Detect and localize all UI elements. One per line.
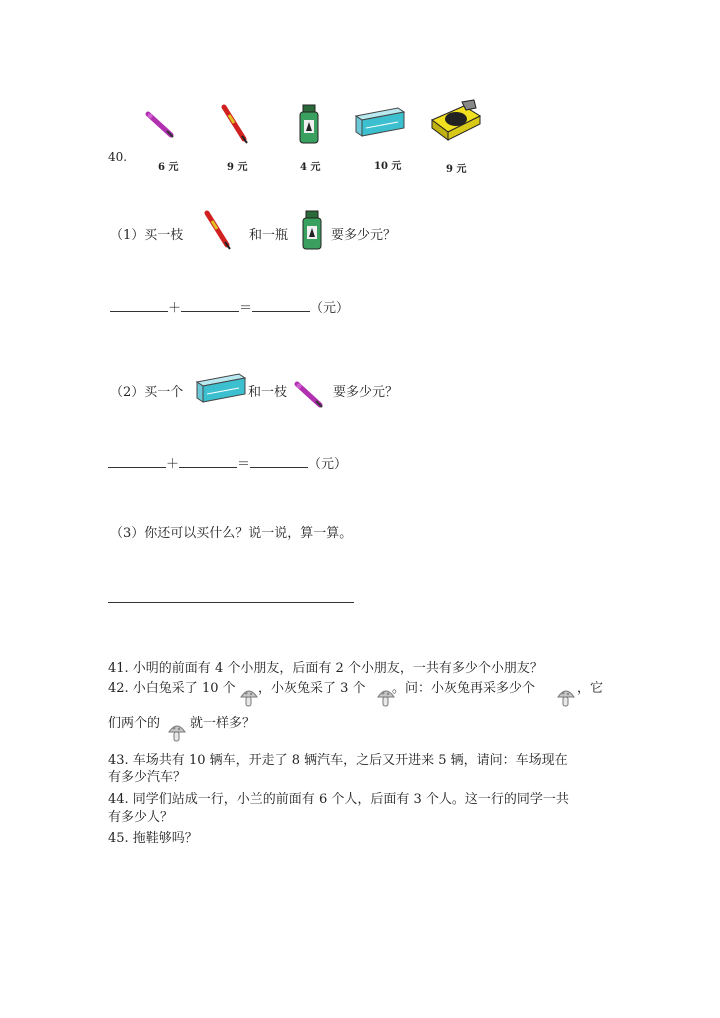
- mushroom-icon: [168, 723, 186, 743]
- plus-sign: ＋: [166, 457, 180, 472]
- question-42-part5: 们两个的: [108, 716, 161, 731]
- answer-blank[interactable]: [181, 299, 239, 312]
- question-43-line2: 有多少汽车？: [108, 770, 187, 785]
- answer-blank[interactable]: [250, 455, 308, 468]
- red-pen-icon: [203, 210, 233, 250]
- question-44-line2: 有多少人？: [108, 810, 174, 825]
- question-45: 45. 拖鞋够吗？: [108, 831, 198, 846]
- answer-blank[interactable]: [108, 455, 166, 468]
- sub1-prefix: （1）买一枝: [110, 228, 184, 243]
- question-43-line1: 43. 车场共有 10 辆车，开走了 8 辆汽车，之后又开进来 5 辆，请问：车场现在: [108, 753, 568, 768]
- question-44-line1: 44. 同学们站成一行，小兰的前面有 6 个人，后面有 3 个人。这一行的同学一共: [108, 792, 569, 807]
- sub1-middle: 和一瓶: [249, 228, 289, 243]
- price-glue-bottle: 4 元: [300, 162, 321, 173]
- purple-pen-icon: [145, 108, 175, 138]
- purple-pen-icon: [294, 378, 324, 408]
- mushroom-icon: [240, 688, 258, 708]
- question-41: 41. 小明的前面有 4 个小朋友，后面有 2 个小朋友，一共有多少个小朋友？: [108, 661, 543, 676]
- sharpener-icon: [428, 98, 482, 142]
- question-42-part1: 42. 小白兔采了 10 个: [108, 681, 236, 696]
- price-sharpener: 9 元: [446, 164, 467, 175]
- glue-bottle-icon: [298, 104, 320, 144]
- question-42-part6: 就一样多？: [190, 716, 256, 731]
- answer-blank[interactable]: [252, 299, 310, 312]
- pencil-case-icon: [193, 372, 247, 404]
- sub1-suffix: 要多少元？: [331, 228, 397, 243]
- answer-line[interactable]: [108, 601, 354, 603]
- sub2-middle: 和一枝: [248, 385, 288, 400]
- answer-blank[interactable]: [110, 299, 168, 312]
- glue-bottle-icon: [301, 210, 323, 250]
- question-42-part2: ，小灰兔采了 3 个: [258, 681, 366, 696]
- equation-1: [110, 297, 349, 316]
- sub3-text: （3）你还可以买什么？说一说，算一算。: [110, 526, 353, 541]
- question-42-part3: 。问：小灰兔再采多少个: [392, 681, 536, 696]
- question-40-number: 40.: [108, 150, 128, 164]
- unit-label: （元）: [310, 301, 350, 316]
- sub2-prefix: （2）买一个: [110, 385, 184, 400]
- equation-2: [108, 453, 347, 472]
- plus-sign: ＋: [168, 301, 182, 316]
- mushroom-icon: [557, 688, 575, 708]
- sub2-suffix: 要多少元？: [333, 385, 399, 400]
- equals-sign: ＝: [237, 457, 251, 472]
- price-red-pen: 9 元: [227, 162, 248, 173]
- price-pencil-case: 10 元: [374, 161, 402, 172]
- equals-sign: ＝: [239, 301, 253, 316]
- question-42-part4: ，它: [577, 681, 604, 696]
- answer-blank[interactable]: [179, 455, 237, 468]
- unit-label: （元）: [308, 457, 348, 472]
- pencil-case-icon: [352, 106, 406, 138]
- red-pen-icon: [220, 104, 250, 144]
- price-purple-pen: 6 元: [158, 162, 179, 173]
